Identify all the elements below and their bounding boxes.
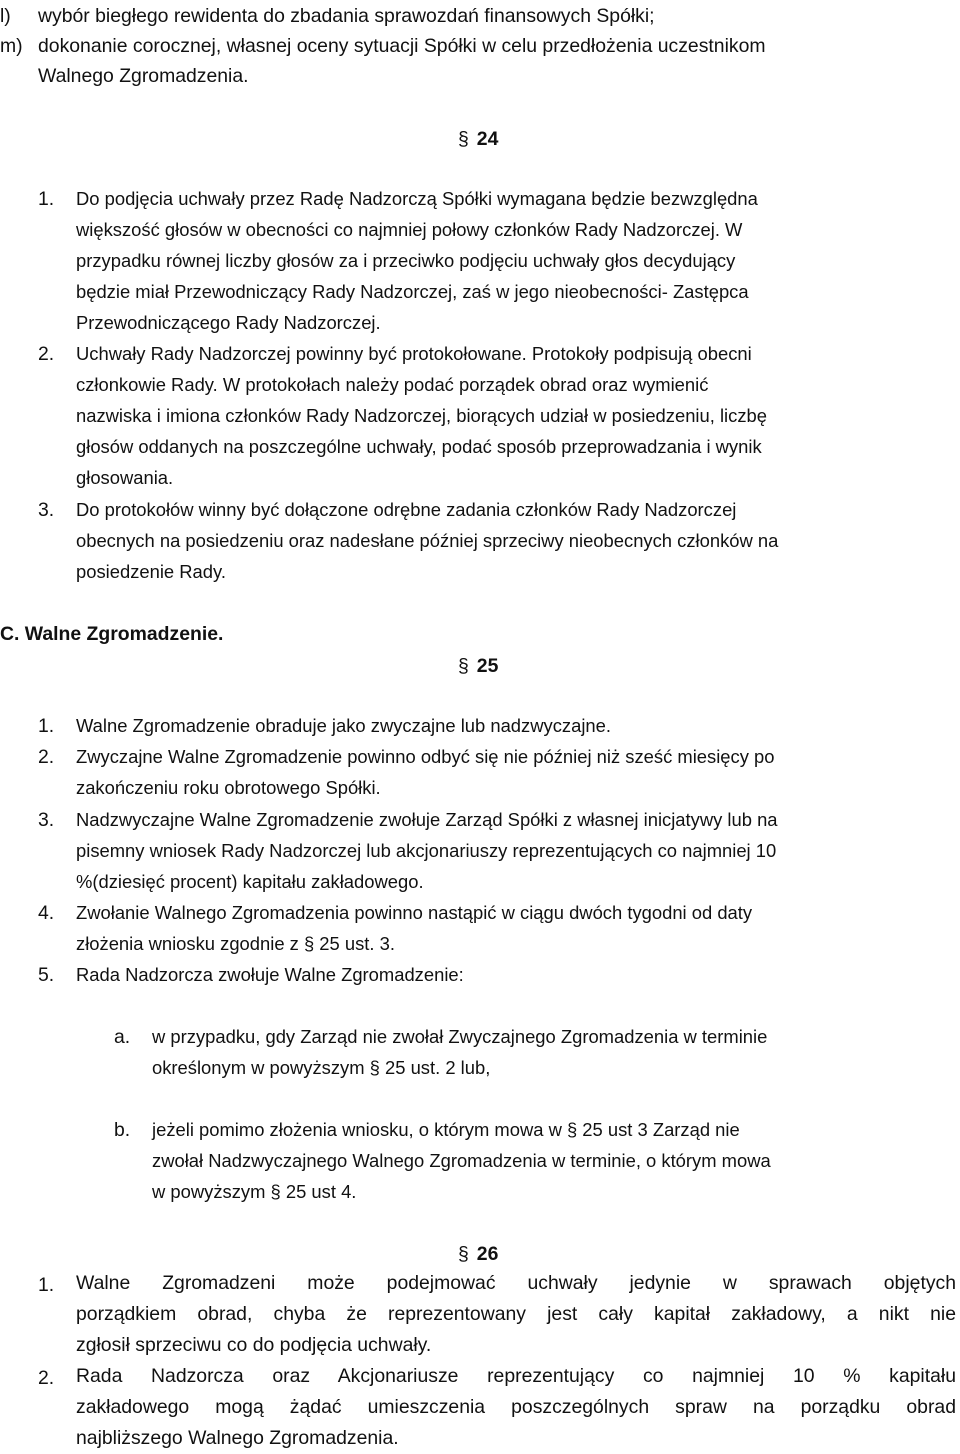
paragraph-number: 4. bbox=[38, 902, 55, 924]
section-symbol: § bbox=[458, 655, 469, 677]
paragraph-line: Zwołanie Walnego Zgromadzenia powinno nastąpić w ciągu dwóch tygodni od daty bbox=[76, 902, 753, 923]
list-item-m-text-1: dokonanie corocznej, własnej oceny sytuacji Spółki w celu przedłożenia uczestnikom bbox=[38, 35, 766, 57]
paragraph-line: będzie miał Przewodniczący Rady Nadzorczej, zaś w jego nieobecności- Zastępca bbox=[76, 281, 749, 302]
section-number: 25 bbox=[476, 655, 499, 677]
paragraph-line: Nadzwyczajne Walne Zgromadzenie zwołuje Zarząd Spółki z własnej inicjatywy lub na bbox=[76, 809, 778, 830]
paragraph-line: Walne Zgromadzeni może podejmować uchwały jedynie w sprawach objętych bbox=[76, 1272, 956, 1294]
paragraph-line: obecnych na posiedzeniu oraz nadesłane później sprzeciwy nieobecnych członków na bbox=[76, 530, 779, 551]
paragraph-line: Do protokołów winny być dołączone odrębne zadania członków Rady Nadzorczej bbox=[76, 499, 737, 520]
list-label-m: m) bbox=[0, 35, 23, 57]
paragraph-line: Przewodniczącego Rady Nadzorczej. bbox=[76, 312, 381, 333]
paragraph-line: zakończeniu roku obrotowego Spółki. bbox=[76, 777, 381, 798]
section-heading-24 bbox=[458, 126, 498, 152]
paragraph-number: 3. bbox=[38, 499, 55, 521]
sublist-line: jeżeli pomimo złożenia wniosku, o którym mowa w § 25 ust 3 Zarząd nie bbox=[152, 1119, 740, 1140]
sublist-line: w przypadku, gdy Zarząd nie zwołał Zwyczajnego Zgromadzenia w terminie bbox=[152, 1026, 768, 1047]
paragraph-line: Zwyczajne Walne Zgromadzenie powinno odbyć się nie później niż sześć miesięcy po bbox=[76, 746, 775, 767]
paragraph-number: 5. bbox=[38, 964, 55, 986]
list-label-l: l) bbox=[0, 5, 11, 27]
section-symbol: § bbox=[458, 128, 469, 150]
paragraph-line: najbliższego Walnego Zgromadzenia. bbox=[76, 1427, 399, 1449]
paragraph-line: Walne Zgromadzenie obraduje jako zwyczajne lub nadzwyczajne. bbox=[76, 715, 611, 736]
section-symbol: § bbox=[458, 1243, 469, 1265]
paragraph-justified bbox=[76, 1268, 956, 1361]
paragraph-number: 2. bbox=[38, 746, 55, 768]
paragraph-line: członkowie Rady. W protokołach należy podać porządek obrad oraz wymienić bbox=[76, 374, 709, 395]
paragraph-line: złożenia wniosku zgodnie z § 25 ust. 3. bbox=[76, 933, 395, 954]
paragraph-number: 1. bbox=[38, 715, 55, 737]
section-number: 26 bbox=[476, 1243, 499, 1265]
paragraph-number: 1. bbox=[38, 1274, 55, 1296]
sublist-line: określonym w powyższym § 25 ust. 2 lub, bbox=[152, 1057, 491, 1078]
paragraph-line: głosów oddanych na poszczególne uchwały, podać sposób przeprowadzania i wynik bbox=[76, 436, 762, 457]
sublist-label-a: a. bbox=[114, 1026, 131, 1048]
sublist-line: zwołał Nadzwyczajnego Walnego Zgromadzenia w terminie, o którym mowa bbox=[152, 1150, 771, 1171]
paragraph-line: Do podjęcia uchwały przez Radę Nadzorczą Spółki wymagana będzie bezwzględna bbox=[76, 188, 758, 209]
paragraph-number: 3. bbox=[38, 809, 55, 831]
paragraph-line: zgłosił sprzeciwu co do podjęcia uchwały. bbox=[76, 1334, 432, 1356]
paragraph-line: porządkiem obrad, chyba że reprezentowany jest cały kapitał zakładowy, a nikt nie bbox=[76, 1303, 956, 1325]
paragraph-line: Rada Nadzorcza zwołuje Walne Zgromadzenie: bbox=[76, 964, 464, 985]
paragraph-number: 2. bbox=[38, 343, 55, 365]
paragraph-line: zakładowego mogą żądać umieszczenia poszczególnych spraw na porządku obrad bbox=[76, 1396, 956, 1418]
section-number: 24 bbox=[476, 128, 499, 150]
sublist-line: w powyższym § 25 ust 4. bbox=[152, 1181, 357, 1202]
paragraph-line: Rada Nadzorcza oraz Akcjonariusze reprezentujący co najmniej 10 % kapitału bbox=[76, 1365, 956, 1387]
paragraph-justified bbox=[76, 1361, 956, 1454]
paragraph-number: 1. bbox=[38, 188, 55, 210]
paragraph-line: Uchwały Rady Nadzorczej powinny być protokołowane. Protokoły podpisują obecni bbox=[76, 343, 752, 364]
list-item-l-text: wybór biegłego rewidenta do zbadania sprawozdań finansowych Spółki; bbox=[38, 5, 655, 27]
list-item-m-text-2: Walnego Zgromadzenia. bbox=[38, 65, 249, 87]
paragraph-line: większość głosów w obecności co najmniej połowy członków Rady Nadzorczej. W bbox=[76, 219, 743, 240]
paragraph-line: przypadku równej liczby głosów za i przeciwko podjęciu uchwały głos decydujący bbox=[76, 250, 736, 271]
sublist-label-b: b. bbox=[114, 1119, 131, 1141]
section-heading-26 bbox=[458, 1241, 498, 1267]
paragraph-line: posiedzenie Rady. bbox=[76, 561, 226, 582]
paragraph-line: pisemny wniosek Rady Nadzorczej lub akcjonariuszy reprezentujących co najmniej 10 bbox=[76, 840, 777, 861]
chapter-heading: C. Walne Zgromadzenie. bbox=[0, 623, 224, 645]
section-heading-25 bbox=[458, 653, 498, 679]
paragraph-line: nazwiska i imiona członków Rady Nadzorczej, biorących udział w posiedzeniu, liczbę bbox=[76, 405, 767, 426]
paragraph-number: 2. bbox=[38, 1367, 55, 1389]
paragraph-line: głosowania. bbox=[76, 467, 174, 488]
paragraph-line: %(dziesięć procent) kapitału zakładowego. bbox=[76, 871, 424, 892]
